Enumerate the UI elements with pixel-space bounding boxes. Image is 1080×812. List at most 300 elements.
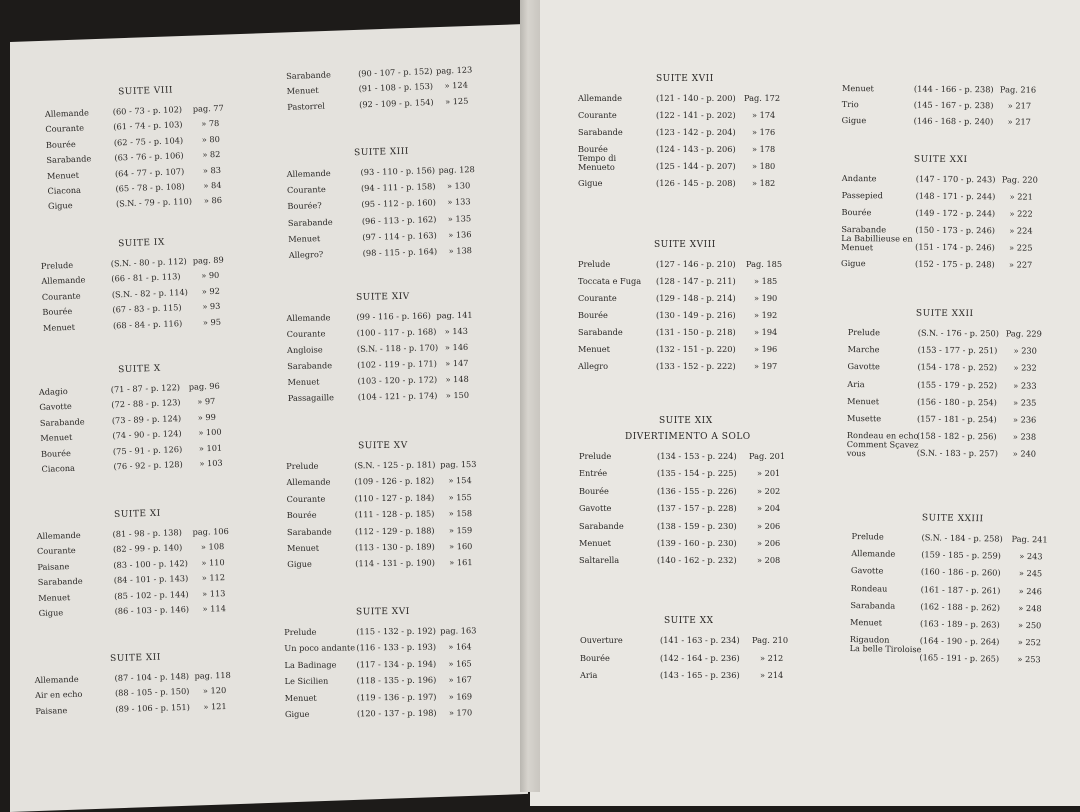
page-number: » 147 <box>445 359 468 368</box>
movement-name: Gavotte <box>39 402 72 412</box>
page-number: » 130 <box>447 181 470 190</box>
movement-reference: (S.N. - 118 - p. 170) <box>357 343 438 353</box>
movement-name: Prelude <box>284 628 316 637</box>
page-number: » 238 <box>1013 433 1036 442</box>
page-number: » 217 <box>1008 118 1031 127</box>
page-number: » 155 <box>449 493 472 502</box>
movement-name: Aria <box>847 380 864 389</box>
page-number: pag. 96 <box>189 382 220 392</box>
movement-name: Gigue <box>39 608 64 617</box>
movement-name: Sarabande <box>38 577 83 587</box>
movement-reference: (87 - 104 - p. 148) <box>114 672 189 683</box>
page-number: » 250 <box>1018 621 1041 630</box>
movement-name: Sarabande <box>579 522 624 531</box>
movement-reference: (156 - 180 - p. 254) <box>917 397 997 406</box>
page-number: » 110 <box>201 558 224 567</box>
movement-reference: (142 - 164 - p. 236) <box>660 654 740 663</box>
movement-name: Allemande <box>287 169 331 179</box>
movement-reference: (132 - 151 - p. 220) <box>656 345 736 354</box>
page-number: » 169 <box>449 692 472 701</box>
movement-reference: (S.N. - 184 - p. 258) <box>921 533 1002 543</box>
movement-reference: (147 - 170 - p. 243) <box>916 175 996 184</box>
movement-name: Allemande <box>286 478 330 487</box>
movement-name: Courante <box>42 291 81 301</box>
movement-name: Bourée <box>46 140 76 150</box>
movement-name: Bourée? <box>287 201 321 211</box>
page-number: » 143 <box>445 327 468 336</box>
movement-name: Courante <box>578 111 617 120</box>
page-number: » 148 <box>445 375 468 384</box>
movement-reference: (84 - 101 - p. 143) <box>114 574 189 585</box>
book-gutter <box>520 0 540 792</box>
movement-reference: (148 - 171 - p. 244) <box>916 192 996 201</box>
movement-name: Sarabande <box>40 417 85 427</box>
movement-reference: (151 - 174 - p. 246) <box>915 243 995 252</box>
movement-name: Adagio <box>39 387 68 397</box>
movement-name: Gigue <box>285 710 310 719</box>
movement-name: Comment Sçavez vous <box>847 440 921 458</box>
movement-name: Un poco andante <box>284 644 355 653</box>
page-number: Pag. 220 <box>1002 175 1038 184</box>
page-number: » 206 <box>757 522 780 531</box>
movement-name: Gavotte <box>847 362 879 371</box>
movement-reference: (112 - 129 - p. 188) <box>355 526 435 535</box>
page-number: » 90 <box>201 271 219 280</box>
movement-name: Sarabande <box>578 128 623 137</box>
movement-reference: (83 - 100 - p. 142) <box>113 559 188 570</box>
movement-reference: (111 - 128 - p. 185) <box>355 510 435 519</box>
movement-reference: (133 - 152 - p. 222) <box>656 362 736 371</box>
movement-name: Courante <box>37 546 76 556</box>
suite-title: SUITE X <box>118 364 161 375</box>
movement-name: Menuet <box>847 397 879 406</box>
page-number: » 176 <box>752 128 775 137</box>
page-number: pag. 153 <box>440 460 476 469</box>
page-number: Pag. 185 <box>746 260 782 269</box>
movement-name: Menuet <box>38 593 70 602</box>
movement-name: Allemande <box>35 675 79 685</box>
page-number: pag. 128 <box>438 165 474 175</box>
movement-reference: (154 - 178 - p. 252) <box>917 363 997 372</box>
page-number: » 206 <box>757 539 780 548</box>
movement-reference: (S.N. - 80 - p. 112) <box>111 257 187 268</box>
movement-name: Allemande <box>851 549 895 558</box>
page-number: » 136 <box>448 230 471 239</box>
page-number: » 217 <box>1008 102 1031 111</box>
movement-name: Gigue <box>578 179 603 188</box>
page-number: » 235 <box>1013 398 1036 407</box>
movement-name: Rigaudon <box>850 635 890 644</box>
movement-name: Courante <box>287 494 326 503</box>
page-number: » 135 <box>448 214 471 223</box>
movement-reference: (64 - 77 - p. 107) <box>115 167 185 178</box>
page-number: » 202 <box>757 487 780 496</box>
movement-reference: (130 - 149 - p. 216) <box>656 311 736 320</box>
movement-reference: (71 - 87 - p. 122) <box>111 383 181 394</box>
movement-reference: (152 - 175 - p. 248) <box>915 260 995 269</box>
movement-reference: (128 - 147 - p. 211) <box>656 277 736 286</box>
movement-name: Courante <box>578 294 617 303</box>
movement-reference: (119 - 136 - p. 197) <box>357 692 437 701</box>
page-number: pag. 89 <box>193 256 224 266</box>
movement-name: Marche <box>848 345 880 354</box>
movement-reference: (60 - 73 - p. 102) <box>113 105 183 116</box>
suite-title: SUITE XIII <box>354 147 409 158</box>
page-number: » 161 <box>449 558 472 567</box>
page-number: » 84 <box>203 181 221 190</box>
page-number: Pag. 210 <box>752 636 788 645</box>
page-number: » 248 <box>1018 604 1041 613</box>
movement-reference: (139 - 160 - p. 230) <box>657 539 737 548</box>
movement-reference: (91 - 108 - p. 153) <box>358 82 433 93</box>
movement-reference: (S.N. - 125 - p. 181) <box>354 460 435 469</box>
suite-title: SUITE XXI <box>914 155 968 165</box>
movement-name: Prelude <box>286 462 318 471</box>
movement-name: Bourée <box>287 511 317 520</box>
movement-reference: (S.N. - 183 - p. 257) <box>917 449 998 458</box>
movement-reference: (140 - 162 - p. 232) <box>657 556 737 565</box>
page-number: Pag. 172 <box>744 94 780 103</box>
movement-reference: (S.N. - 82 - p. 114) <box>112 288 188 299</box>
page-number: » 160 <box>449 542 472 551</box>
suite-title: SUITE XXIII <box>922 513 984 524</box>
page-number: » 185 <box>754 277 777 286</box>
movement-reference: (161 - 187 - p. 261) <box>921 585 1001 595</box>
movement-name: Air en echo <box>35 690 83 700</box>
movement-name: Entrée <box>579 469 607 478</box>
page-number: pag. 77 <box>193 104 224 114</box>
movement-name: Trio <box>842 100 859 109</box>
page-number: » 80 <box>202 135 220 144</box>
movement-reference: (165 - 191 - p. 265) <box>919 654 999 664</box>
movement-reference: (150 - 173 - p. 246) <box>915 226 995 235</box>
page-number: » 138 <box>449 246 472 255</box>
page-number: pag. 106 <box>192 527 228 537</box>
page-number: » 236 <box>1013 415 1036 424</box>
page-number: » 125 <box>445 96 469 105</box>
suite-title: SUITE XXII <box>916 309 974 320</box>
page-number: Pag. 241 <box>1011 535 1047 544</box>
movement-name: Passagaille <box>288 393 334 402</box>
movement-reference: (163 - 189 - p. 263) <box>920 619 1000 629</box>
page-number: » 245 <box>1019 569 1042 578</box>
movement-name: Menuet <box>287 544 319 553</box>
movement-reference: (S.N. - 79 - p. 110) <box>116 197 192 208</box>
movement-reference: (85 - 102 - p. 144) <box>114 590 189 601</box>
page-number: » 201 <box>757 469 780 478</box>
movement-reference: (127 - 146 - p. 210) <box>656 260 736 269</box>
movement-reference: (65 - 78 - p. 108) <box>115 182 185 193</box>
page-number: » 78 <box>201 119 219 128</box>
movement-reference: (95 - 112 - p. 160) <box>361 198 436 209</box>
suite-title: SUITE XI <box>114 509 161 520</box>
suite-title: SUITE XIV <box>356 292 410 303</box>
movement-reference: (145 - 167 - p. 238) <box>914 101 994 110</box>
page-number: » 222 <box>1009 209 1032 218</box>
movement-name: Musette <box>847 414 881 423</box>
movement-reference: (160 - 186 - p. 260) <box>921 568 1001 578</box>
page-number: » 208 <box>757 556 780 565</box>
movement-reference: (159 - 185 - p. 259) <box>921 550 1001 560</box>
movement-reference: (98 - 115 - p. 164) <box>363 247 438 258</box>
movement-name: Bourée <box>41 449 71 459</box>
movement-name: Allegro <box>578 362 608 371</box>
movement-name: Pastorrel <box>287 101 325 111</box>
movement-reference: (72 - 88 - p. 123) <box>111 398 181 409</box>
page-number: » 159 <box>449 526 472 535</box>
page-number: » 113 <box>202 589 225 598</box>
movement-reference: (124 - 143 - p. 206) <box>656 145 736 154</box>
movement-reference: (93 - 110 - p. 156) <box>360 166 435 177</box>
page-number: » 108 <box>201 542 224 551</box>
movement-reference: (157 - 181 - p. 254) <box>917 415 997 424</box>
movement-name: Andante <box>842 174 877 183</box>
page-number: » 230 <box>1014 347 1037 356</box>
movement-reference: (143 - 165 - p. 236) <box>660 671 740 680</box>
suite-title: SUITE XIX <box>659 416 713 426</box>
movement-reference: (123 - 142 - p. 204) <box>656 128 736 137</box>
page-number: » 150 <box>446 391 469 400</box>
page-number: » 243 <box>1019 552 1042 561</box>
page-number: » 224 <box>1009 226 1032 235</box>
movement-reference: (118 - 135 - p. 196) <box>357 676 437 685</box>
page-number: » 133 <box>447 198 470 207</box>
page-number: » 99 <box>198 413 216 422</box>
page-number: » 95 <box>203 317 221 326</box>
movement-reference: (75 - 91 - p. 126) <box>113 445 183 456</box>
movement-name: Sarabande <box>841 225 886 234</box>
movement-name: Allegro? <box>289 250 324 260</box>
movement-name: Gigue <box>841 259 866 268</box>
movement-name: Passepied <box>842 191 883 200</box>
page-number: » 86 <box>204 196 222 205</box>
movement-name: Prelude <box>578 260 610 269</box>
movement-name: Bourée <box>578 311 608 320</box>
movement-reference: (S.N. - 176 - p. 250) <box>918 329 999 338</box>
movement-reference: (109 - 126 - p. 182) <box>354 477 434 486</box>
movement-reference: (104 - 121 - p. 174) <box>358 391 438 401</box>
movement-reference: (97 - 114 - p. 163) <box>362 231 437 242</box>
movement-name: La belle Tiroloise <box>850 644 924 654</box>
page-number: » 233 <box>1013 381 1036 390</box>
movement-reference: (144 - 166 - p. 238) <box>914 85 994 94</box>
movement-reference: (82 - 99 - p. 140) <box>113 544 182 554</box>
page-number: » 240 <box>1013 450 1036 459</box>
movement-reference: (103 - 120 - p. 172) <box>357 375 437 385</box>
movement-name: Allemande <box>41 276 85 286</box>
movement-reference: (66 - 81 - p. 113) <box>111 273 181 284</box>
movement-name: Menuet <box>579 539 611 548</box>
movement-name: Allemande <box>578 94 622 103</box>
page-number: Pag. 216 <box>1000 85 1036 94</box>
movement-name: Gigue <box>842 116 867 125</box>
suite-title: SUITE IX <box>118 238 165 250</box>
movement-reference: (110 - 127 - p. 184) <box>355 493 435 502</box>
page-number: » 180 <box>752 162 775 171</box>
page-number: » 221 <box>1010 192 1033 201</box>
movement-name: Menuet <box>288 234 320 243</box>
suite-title: SUITE VIII <box>118 86 173 98</box>
movement-name: La Babillieuse en Menuet <box>841 234 915 252</box>
movement-name: La Badinage <box>284 660 336 669</box>
page-number: » 97 <box>197 397 215 406</box>
page-number: » 227 <box>1009 260 1032 269</box>
suite-title: SUITE XII <box>110 653 161 664</box>
page-number: » 246 <box>1019 587 1042 596</box>
page-number: pag. 123 <box>436 66 472 76</box>
movement-name: Menuet <box>578 345 610 354</box>
movement-reference: (126 - 145 - p. 208) <box>656 179 736 188</box>
page-number: pag. 118 <box>194 671 230 681</box>
movement-reference: (67 - 83 - p. 115) <box>112 303 182 314</box>
page-number: » 212 <box>760 654 783 663</box>
movement-name: Prelude <box>848 328 880 337</box>
movement-name: Aria <box>580 671 597 680</box>
movement-name: Gigue <box>287 560 312 569</box>
movement-name: Ouverture <box>580 636 623 645</box>
movement-reference: (162 - 188 - p. 262) <box>920 602 1000 612</box>
page-number: » 82 <box>202 150 220 159</box>
movement-name: Sarabande <box>287 527 332 536</box>
movement-reference: (73 - 89 - p. 124) <box>112 414 182 425</box>
movement-name: Ciacona <box>41 464 75 474</box>
movement-name: Gavotte <box>851 566 884 575</box>
movement-reference: (153 - 177 - p. 251) <box>918 346 998 355</box>
page-number: » 93 <box>202 302 220 311</box>
movement-reference: (122 - 141 - p. 202) <box>656 111 736 120</box>
page-number: » 165 <box>448 659 471 668</box>
page-number: » 232 <box>1013 364 1036 373</box>
movement-name: Bourée <box>42 307 72 317</box>
movement-reference: (134 - 153 - p. 224) <box>657 452 737 461</box>
movement-reference: (121 - 140 - p. 200) <box>656 94 736 103</box>
movement-name: Paisane <box>35 706 67 715</box>
movement-reference: (125 - 144 - p. 207) <box>656 162 736 171</box>
movement-reference: (102 - 119 - p. 171) <box>357 359 437 369</box>
movement-reference: (96 - 113 - p. 162) <box>362 215 437 226</box>
page-number: » 214 <box>760 671 783 680</box>
movement-reference: (155 - 179 - p. 252) <box>917 380 997 389</box>
page-number: » 120 <box>203 686 226 695</box>
movement-reference: (86 - 103 - p. 146) <box>115 605 190 616</box>
movement-name: Courante <box>45 124 84 134</box>
movement-name: Tempo di Menueto <box>578 154 652 171</box>
page-number: » 194 <box>754 328 777 337</box>
movement-name: Courante <box>287 329 326 338</box>
movement-reference: (115 - 132 - p. 192) <box>356 627 436 636</box>
movement-reference: (94 - 111 - p. 158) <box>361 182 436 193</box>
movement-reference: (136 - 155 - p. 226) <box>657 487 737 496</box>
page-number: » 158 <box>449 509 472 518</box>
page-number: pag. 141 <box>436 311 472 320</box>
right-page <box>530 0 1080 806</box>
page-number: » 124 <box>444 81 468 90</box>
movement-name: Menuet <box>850 618 882 627</box>
suite-title: SUITE XV <box>358 441 408 452</box>
movement-reference: (92 - 109 - p. 154) <box>359 98 434 109</box>
page-number: pag. 163 <box>440 626 476 635</box>
movement-name: Courante <box>287 185 326 195</box>
movement-reference: (76 - 92 - p. 128) <box>113 460 183 471</box>
page-number: » 174 <box>752 111 775 120</box>
movement-name: Paisane <box>37 562 69 571</box>
movement-reference: (99 - 116 - p. 166) <box>356 311 431 321</box>
page-number: » 146 <box>445 343 468 352</box>
movement-name: Angloise <box>287 345 323 354</box>
page-number: » 178 <box>752 145 775 154</box>
movement-reference: (158 - 182 - p. 256) <box>917 432 997 441</box>
page-number: » 154 <box>448 476 471 485</box>
movement-name: Allemande <box>37 531 81 541</box>
suite-title: SUITE XVII <box>656 74 714 84</box>
page-number: » 192 <box>754 311 777 320</box>
suite-title: SUITE XVIII <box>654 240 716 250</box>
movement-name: Bourée <box>580 654 610 663</box>
page-number: Pag. 201 <box>749 452 785 461</box>
movement-name: Sarabande <box>286 70 331 80</box>
page-number: » 121 <box>203 702 226 711</box>
page-number: » 225 <box>1009 243 1032 252</box>
page-number: » 103 <box>199 459 223 468</box>
movement-reference: (88 - 105 - p. 150) <box>115 687 190 698</box>
movement-reference: (89 - 106 - p. 151) <box>115 703 190 714</box>
movement-reference: (149 - 172 - p. 244) <box>915 209 995 218</box>
movement-reference: (116 - 133 - p. 193) <box>356 643 436 652</box>
movement-name: Allemande <box>45 108 89 118</box>
page-number: » 182 <box>752 179 775 188</box>
page-number: » 204 <box>757 504 780 513</box>
page-number: » 197 <box>754 362 777 371</box>
movement-reference: (135 - 154 - p. 225) <box>657 469 737 478</box>
movement-name: Prelude <box>41 261 74 271</box>
movement-reference: (146 - 168 - p. 240) <box>914 117 994 126</box>
page-number: » 92 <box>202 287 220 296</box>
movement-reference: (120 - 137 - p. 198) <box>357 709 437 718</box>
movement-reference: (113 - 130 - p. 189) <box>355 542 435 551</box>
page-number: » 83 <box>203 165 221 174</box>
movement-name: Bourée <box>841 208 871 217</box>
movement-reference: (63 - 76 - p. 106) <box>114 151 184 162</box>
movement-reference: (61 - 74 - p. 103) <box>113 121 183 132</box>
page-number: » 170 <box>449 708 472 717</box>
movement-name: Menuet <box>287 377 319 386</box>
movement-reference: (68 - 84 - p. 116) <box>113 319 183 330</box>
page-number: » 167 <box>449 676 472 685</box>
movement-reference: (131 - 150 - p. 218) <box>656 328 736 337</box>
movement-reference: (62 - 75 - p. 104) <box>114 136 184 147</box>
page-number: » 164 <box>448 643 471 652</box>
movement-reference: (114 - 131 - p. 190) <box>355 559 435 568</box>
movement-reference: (141 - 163 - p. 234) <box>660 636 740 645</box>
movement-name: Gavotte <box>579 504 611 513</box>
page-number: » 101 <box>199 443 223 452</box>
movement-name: Sarabande <box>288 217 333 227</box>
movement-reference: (100 - 117 - p. 168) <box>357 327 437 337</box>
movement-name: Menuet <box>43 322 75 332</box>
movement-reference: (138 - 159 - p. 230) <box>657 522 737 531</box>
suite-title: SUITE XX <box>664 616 714 626</box>
movement-name: Bourée <box>578 145 608 154</box>
page-number: » 112 <box>202 573 225 582</box>
movement-name: Menuet <box>285 693 317 702</box>
movement-reference: (74 - 90 - p. 124) <box>112 429 182 440</box>
movement-name: Sarabanda <box>850 601 895 610</box>
movement-name: Prelude <box>579 452 611 461</box>
page-number: » 114 <box>202 604 225 613</box>
movement-name: Saltarella <box>579 556 619 565</box>
movement-name: Menuet <box>47 170 79 180</box>
page-number: Pag. 229 <box>1006 329 1042 338</box>
